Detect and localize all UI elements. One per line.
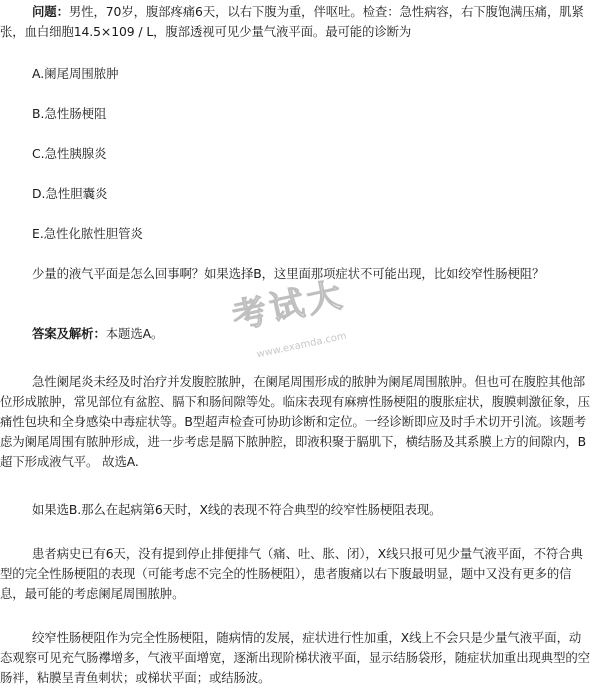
option-c: C.急性胰腺炎 xyxy=(32,146,107,161)
option-b: B.急性肠梗阻 xyxy=(32,106,107,121)
watermark-text: 考试大 xyxy=(229,274,349,338)
question-text: 男性，70岁，腹部疼痛6天，以右下腹为重，伴呕吐。检查：急性病容，右下腹饱满压痛，肌紧张，血白细胞14.5×109 / L，腹部透视可见少量气液平面。最可能的诊断为 xyxy=(0,4,584,39)
answer-paragraph xyxy=(0,324,592,344)
answer-label: 答案及解析： xyxy=(32,326,106,341)
explanation-paragraph-4: 绞窄性肠梗阻作为完全性肠梗阻，随病情的发展，症状进行性加重，X线上不会只是少量气液平面，动态观察可见充气肠襻增多，气液平面增宽，逐渐出现阶梯状液平面，显示结肠袋形，随症状加重出现典型的空肠袢，粘膜呈青鱼刺状；或梯状平面；或结肠波。 xyxy=(0,630,590,685)
option-e: E.急性化脓性胆管炎 xyxy=(32,226,143,241)
followup-question: 少量的液气平面是怎么回事啊？如果选择B，这里面那项症状不可能出现，比如绞窄性肠梗阻？ xyxy=(32,266,545,281)
question-label: 问题： xyxy=(32,4,69,19)
explanation-paragraph-3: 患者病史已有6天，没有提到停止排便排气（痛、吐、胀、闭），X线只报可见少量气液平面，不符合典型的完全性肠梗阻的表现（可能考虑不完全的性肠梗阻），患者腹痛以右下腹最明显，题中又没有更多的信息，最可能的考虑阑尾周围脓肿。 xyxy=(0,546,583,601)
explanation-paragraph-2: 如果选B.那么在起病第6天时，X线的表现不符合典型的绞窄性肠梗阻表现。 xyxy=(32,502,442,517)
option-a: A.阑尾周围脓肿 xyxy=(32,66,119,81)
option-d: D.急性胆囊炎 xyxy=(32,186,108,201)
answer-text: 本题选A。 xyxy=(105,326,164,341)
explanation-paragraph-1: 急性阑尾炎未经及时治疗并发腹腔脓肿，在阑尾周围形成的脓肿为阑尾周围脓肿。但也可在腹腔其他部位形成脓肿，常见部位有盆腔、膈下和肠间隙等处。临床表现有麻痹性肠梗阻的腹胀症状，腹膜刺激征象，压痛性包块和全身感染中毒症状等。B型超声检查可协助诊断和定位。一经诊断即应及时手术切开引流。该题考虑为阑尾周围有脓肿形成，进一步考虑是膈下脓肿腔，即液积聚于膈肌下，横结肠及其系膜上方的间隙内，B超下形成液气平。 故选A. xyxy=(0,374,590,469)
question-paragraph xyxy=(0,2,592,42)
watermark-url: www.examda.com xyxy=(255,330,348,361)
